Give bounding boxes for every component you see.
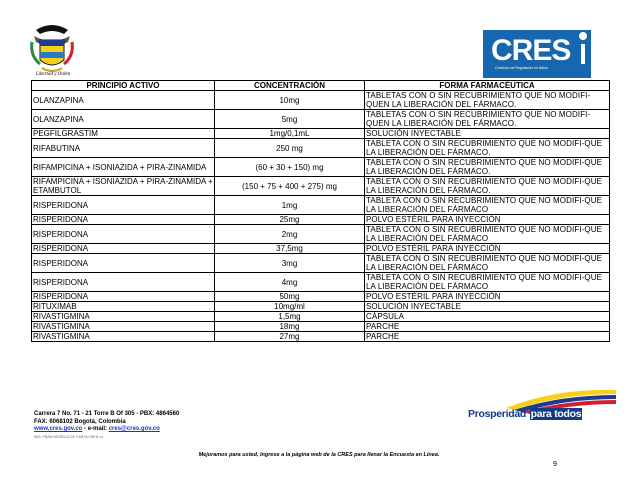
table-row bbox=[32, 196, 610, 215]
email-label: - e-mail: bbox=[82, 426, 109, 433]
cell-forma: TABLETA CON O SIN RECUBRIMIENTO QUE NO MODIFI-QUE LA LIBERACIÓN DEL FÁRMACO bbox=[365, 254, 610, 273]
page-number: 9 bbox=[553, 461, 557, 468]
table-row bbox=[32, 158, 610, 177]
cell-concentracion: 4mg bbox=[215, 273, 365, 292]
cell-concentracion: 25mg bbox=[215, 215, 365, 225]
cell-concentracion: 50mg bbox=[215, 292, 365, 302]
table-row bbox=[32, 129, 610, 139]
cell-concentracion: 2mg bbox=[215, 225, 365, 244]
footer-fine-print: IMG: PBAIN MODELO DE CARTA CRES v.x bbox=[34, 434, 104, 439]
prosperidad-word: Prosperidad bbox=[468, 408, 529, 420]
cell-concentracion: 250 mg bbox=[215, 139, 365, 158]
cell-concentracion: 1,5mg bbox=[215, 312, 365, 322]
cell-principio: RITUXIMAB bbox=[32, 302, 215, 312]
column-header-concentracion: CONCENTRACIÓN bbox=[215, 81, 365, 91]
cell-principio: OLANZAPINA bbox=[32, 110, 215, 129]
cell-principio: RISPERIDONA bbox=[32, 225, 215, 244]
cell-concentracion: 10mg/ml bbox=[215, 302, 365, 312]
cell-principio: RISPERIDONA bbox=[32, 254, 215, 273]
prosperidad-slogan bbox=[467, 408, 582, 420]
cell-principio: RIFABUTINA bbox=[32, 139, 215, 158]
cell-concentracion: 1mg/0,1mL bbox=[215, 129, 365, 139]
cell-concentracion: 3mg bbox=[215, 254, 365, 273]
cell-concentracion: 27mg bbox=[215, 332, 365, 342]
table-row bbox=[32, 225, 610, 244]
cell-concentracion: (60 + 30 + 150) mg bbox=[215, 158, 365, 177]
column-header-principio: PRINCIPIO ACTIVO bbox=[32, 81, 215, 91]
coat-caption: Libertad y Orden bbox=[35, 72, 71, 77]
cres-logo-text: CRES bbox=[491, 34, 571, 67]
cell-forma: TABLETA CON O SIN RECUBRIMIENTO QUE NO MODIFI-QUE LA LIBERACIÓN DEL FÁRMACO bbox=[365, 225, 610, 244]
table-row bbox=[32, 322, 610, 332]
cell-forma: TABLETA CON O SIN RECUBRIMIENTO QUE NO MODIFI-QUE LA LIBERACIÓN DEL FÁRMACO bbox=[365, 196, 610, 215]
table-row bbox=[32, 139, 610, 158]
cell-principio: RIFAMPICINA + ISONIAZIDA + PIRA-ZINAMIDA + ETAMBUTOL bbox=[33, 177, 213, 195]
table-row bbox=[32, 273, 610, 292]
cell-forma: TABLETAS CON O SIN RECUBRIMIENTO QUE NO MODIFI-QUEN LA LIBERACIÓN DEL FÁRMACO. bbox=[365, 91, 610, 110]
table-row bbox=[32, 292, 610, 302]
cell-concentracion: (150 + 75 + 400 + 275) mg bbox=[215, 177, 365, 196]
footer-links bbox=[34, 426, 179, 434]
cres-logo-subtitle: Comisión de Regulación en Salud bbox=[495, 66, 548, 70]
cell-forma: POLVO ESTÉRIL PARA INYECCIÓN bbox=[365, 244, 610, 254]
cell-forma: TABLETAS CON O SIN RECUBRIMIENTO QUE NO MODIFI-QUEN LA LIBERACIÓN DEL FÁRMACO. bbox=[365, 110, 610, 129]
cell-concentracion: 5mg bbox=[215, 110, 365, 129]
cell-principio: RISPERIDONA bbox=[32, 215, 215, 225]
cell-principio: RIVASTIGMINA bbox=[32, 312, 215, 322]
cell-forma: SOLUCIÓN INYECTABLE bbox=[365, 129, 610, 139]
cell-principio: RISPERIDONA bbox=[32, 292, 215, 302]
cell-principio: RIFAMPICINA + ISONIAZIDA + PIRA-ZINAMIDA bbox=[32, 158, 215, 177]
cell-forma: SOLUCIÓN INYECTABLE bbox=[365, 302, 610, 312]
table-row bbox=[32, 91, 610, 110]
website-link[interactable]: www.cres.gov.co bbox=[34, 426, 83, 433]
footer-contact bbox=[34, 411, 179, 441]
cell-forma: TABLETA CON O SIN RECUBRIMIENTO QUE NO MODIFI-QUE LA LIBERACIÓN DEL FÁRMACO. bbox=[365, 177, 610, 196]
cell-principio: RIVASTIGMINA bbox=[32, 332, 215, 342]
cell-forma: TABLETA CON O SIN RECUBRIMIENTO QUE NO MODIFI-QUE LA LIBERACIÓN DEL FÁRMACO. bbox=[365, 158, 610, 177]
cell-principio: OLANZAPINA bbox=[32, 91, 215, 110]
table-row bbox=[32, 215, 610, 225]
cell-principio: RISPERIDONA bbox=[32, 196, 215, 215]
cell-principio: RISPERIDONA bbox=[32, 273, 215, 292]
cell-principio: PEGFILGRASTIM bbox=[32, 129, 215, 139]
cell-principio: RISPERIDONA bbox=[32, 244, 215, 254]
table-row bbox=[32, 244, 610, 254]
cell-concentracion: 18mg bbox=[215, 322, 365, 332]
cell-forma: POLVO ESTÉRIL PARA INYECCIÓN bbox=[365, 292, 610, 302]
survey-notice: Mejoramos para usted, Ingrese a la página web de la CRES para llenar la Encuesta en Línea. bbox=[198, 452, 440, 458]
table-row bbox=[32, 177, 610, 196]
table-row bbox=[32, 302, 610, 312]
cell-forma: CÁPSULA bbox=[365, 312, 610, 322]
table-row bbox=[32, 254, 610, 273]
table-row bbox=[32, 332, 610, 342]
cell-forma: PARCHE bbox=[365, 322, 610, 332]
footer-address: Carrera 7 No. 71 - 21 Torre B Of 305 - PBX: 4864560 bbox=[34, 411, 180, 417]
cell-concentracion: 37,5mg bbox=[215, 244, 365, 254]
cell-concentracion: 10mg bbox=[215, 91, 365, 110]
email-link[interactable]: cres@cres.gov.co bbox=[108, 426, 160, 433]
para-todos-badge: para todos bbox=[530, 408, 582, 420]
table-row bbox=[32, 110, 610, 129]
cell-forma: POLVO ESTÉRIL PARA INYECCIÓN bbox=[365, 215, 610, 225]
column-header-forma: FORMA FARMACÉUTICA bbox=[365, 81, 610, 91]
cell-concentracion: 1mg bbox=[215, 196, 365, 215]
medication-table bbox=[31, 80, 610, 342]
table-row bbox=[32, 312, 610, 322]
cell-principio: RIVASTIGMINA bbox=[32, 322, 215, 332]
footer-fax: FAX: 6068102 Bogotá, Colombia bbox=[34, 418, 126, 425]
cell-forma: TABLETA CON O SIN RECUBRIMIENTO QUE NO MODIFI-QUE LA LIBERACIÓN DEL FÁRMACO bbox=[365, 273, 610, 292]
cell-forma: TABLETA CON O SIN RECUBRIMIENTO QUE NO MODIFI-QUE LA LIBERACIÓN DEL FÁRMACO. bbox=[365, 139, 610, 158]
table-header-row bbox=[32, 81, 610, 91]
cell-forma: PARCHE bbox=[365, 332, 610, 342]
